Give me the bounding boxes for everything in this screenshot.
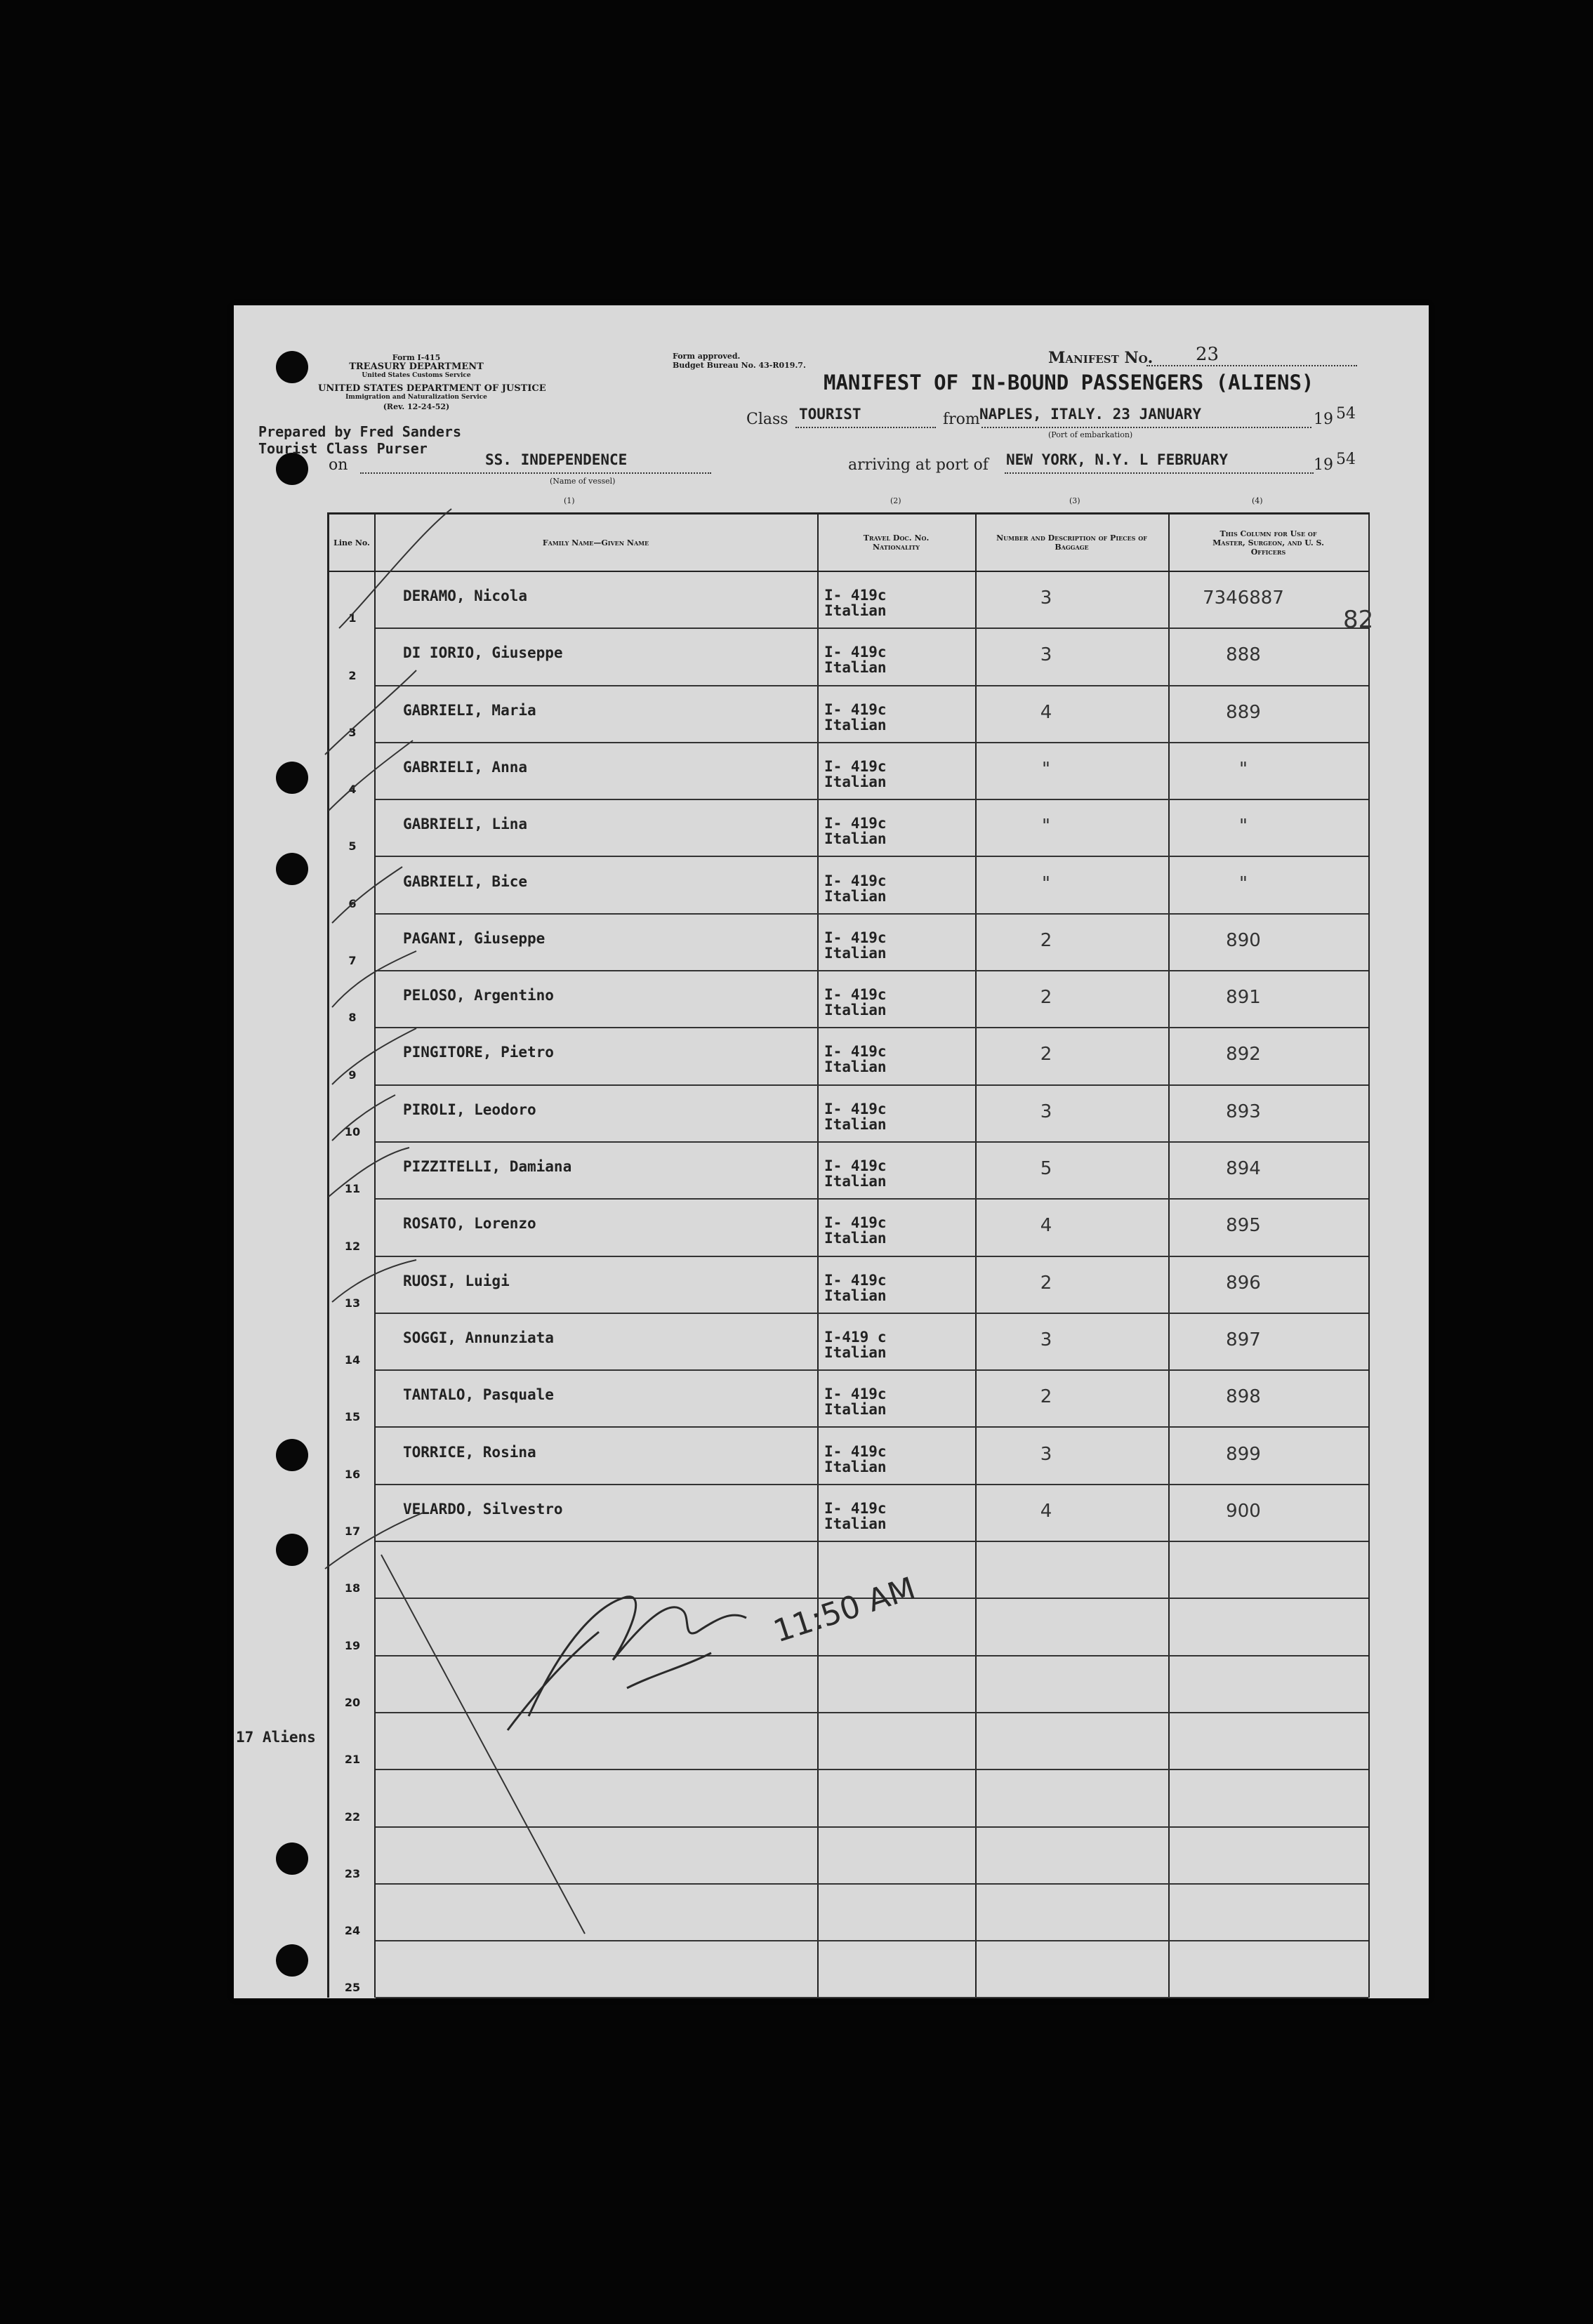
line-number: 6 xyxy=(348,896,357,910)
signature-time: 11:50 AM xyxy=(769,1570,920,1650)
baggage-count: 3 xyxy=(1040,1329,1052,1350)
passenger-name: PELOSO, Argentino xyxy=(403,987,554,1004)
header-doc: Travel Doc. No. Nationality xyxy=(863,533,930,552)
from-value: NAPLES, ITALY. 23 JANUARY xyxy=(979,406,1202,423)
form-number: Form I-415 xyxy=(392,353,441,362)
col-num-3: (3) xyxy=(1069,496,1080,505)
check-mark xyxy=(329,1148,409,1197)
passenger-name: GABRIELI, Lina xyxy=(403,816,528,833)
officer-number: " xyxy=(1239,758,1248,780)
baggage-count: 4 xyxy=(1040,701,1052,723)
travel-doc-no: I- 419c xyxy=(824,1386,887,1403)
handwritten-signature xyxy=(234,305,1429,1998)
treasury-dept: TREASURY DEPARTMENT xyxy=(349,361,484,372)
arrival-value: NEW YORK, N.Y. L FEBRUARY xyxy=(1006,451,1229,468)
line-number: 10 xyxy=(344,1124,361,1138)
line-number: 4 xyxy=(348,783,357,797)
col-num-1: (1) xyxy=(564,496,575,505)
officer-number: " xyxy=(1239,816,1248,837)
passenger-name: RUOSI, Luigi xyxy=(403,1272,510,1289)
travel-doc-no: I- 419c xyxy=(824,815,887,832)
line-number: 15 xyxy=(344,1410,361,1424)
port-embark-note: (Port of embarkation) xyxy=(1048,430,1133,439)
officer-number: 891 xyxy=(1226,987,1261,1009)
budget-bureau: Budget Bureau No. 43-R019.7. xyxy=(673,361,806,370)
baggage-count: 2 xyxy=(1040,1272,1052,1294)
margin-number: 82 xyxy=(1343,606,1374,634)
nationality: Italian xyxy=(824,1230,887,1247)
nationality: Italian xyxy=(824,773,887,790)
passenger-name: DI IORIO, Giuseppe xyxy=(403,644,563,662)
nationality: Italian xyxy=(824,1173,887,1190)
line-number: 19 xyxy=(344,1638,361,1652)
travel-doc-no: I- 419c xyxy=(824,1271,887,1289)
prepared-by-name: Prepared by Fred Sanders xyxy=(258,423,461,440)
baggage-count: 2 xyxy=(1040,987,1052,1009)
baggage-count: " xyxy=(1042,872,1050,894)
arriving-label: arriving at port of xyxy=(848,456,989,474)
check-mark xyxy=(332,1260,416,1302)
officer-number: 896 xyxy=(1226,1272,1261,1294)
form-approved-text: Form approved. xyxy=(673,352,741,361)
nationality: Italian xyxy=(824,1287,887,1304)
travel-doc-no: I- 419c xyxy=(824,587,887,604)
line-number: 17 xyxy=(344,1525,361,1539)
from-label: from xyxy=(943,411,980,428)
customs-service: United States Customs Service xyxy=(362,372,471,379)
year-value-1: 54 xyxy=(1336,405,1356,423)
baggage-count: 3 xyxy=(1040,587,1052,609)
line-number: 24 xyxy=(344,1924,361,1938)
line-number: 9 xyxy=(348,1068,357,1082)
slash-line xyxy=(381,1555,585,1934)
officer-number: 892 xyxy=(1226,1044,1261,1065)
baggage-count: 4 xyxy=(1040,1215,1052,1237)
manifest-title: MANIFEST OF IN-BOUND PASSENGERS (ALIENS) xyxy=(824,371,1314,394)
officer-number: 900 xyxy=(1226,1500,1261,1522)
officer-number: 899 xyxy=(1226,1443,1261,1465)
check-mark xyxy=(332,951,416,1007)
line-number: 7 xyxy=(348,954,357,968)
line-number: 14 xyxy=(344,1353,361,1367)
baggage-count: 2 xyxy=(1040,1386,1052,1408)
baggage-count: 2 xyxy=(1040,929,1052,951)
travel-doc-no: I- 419c xyxy=(824,929,887,946)
nationality: Italian xyxy=(824,830,887,848)
year-prefix-1: 19 xyxy=(1314,411,1333,428)
baggage-count: 5 xyxy=(1040,1158,1052,1179)
check-mark xyxy=(332,867,402,923)
year-value-2: 54 xyxy=(1336,451,1356,468)
nationality: Italian xyxy=(824,1002,887,1019)
line-number: 13 xyxy=(344,1296,361,1310)
signature-scrawl xyxy=(508,1597,746,1730)
nationality: Italian xyxy=(824,887,887,905)
ins-service: Immigration and Naturalization Service xyxy=(345,394,487,401)
passenger-name: GABRIELI, Bice xyxy=(403,872,528,890)
header-baggage: Number and Description of Pieces of Baggage xyxy=(996,533,1147,552)
col-num-2: (2) xyxy=(890,496,901,505)
travel-doc-no: I- 419c xyxy=(824,700,887,718)
line-number: 8 xyxy=(348,1011,357,1025)
signature-stroke xyxy=(529,1597,746,1716)
travel-doc-no: I- 419c xyxy=(824,1043,887,1061)
justice-dept: UNITED STATES DEPARTMENT OF JUSTICE xyxy=(318,383,546,394)
nationality: Italian xyxy=(824,659,887,677)
nationality: Italian xyxy=(824,944,887,962)
class-value: TOURIST xyxy=(799,406,861,423)
manifest-page xyxy=(234,305,1429,1998)
officer-number: 897 xyxy=(1226,1329,1261,1350)
check-marks xyxy=(325,509,585,1934)
aliens-count: 17 Aliens xyxy=(236,1729,316,1746)
passenger-name: PIROLI, Leodoro xyxy=(403,1101,536,1118)
vessel-note: (Name of vessel) xyxy=(550,477,616,486)
line-number: 23 xyxy=(344,1866,361,1880)
manifest-no-value: 23 xyxy=(1196,344,1219,365)
check-mark xyxy=(325,670,416,755)
vessel-value: SS. INDEPENDENCE xyxy=(485,451,628,468)
line-number: 12 xyxy=(344,1239,361,1253)
nationality: Italian xyxy=(824,716,887,733)
line-number: 25 xyxy=(344,1981,361,1995)
passenger-name: GABRIELI, Anna xyxy=(403,758,528,776)
check-mark xyxy=(339,509,451,628)
travel-doc-no: I- 419c xyxy=(824,1499,887,1517)
officer-number: 888 xyxy=(1226,644,1261,666)
officer-number: 898 xyxy=(1226,1386,1261,1408)
header-officers: This Column for Use of Master, Surgeon, and U. S. Officers xyxy=(1212,529,1324,557)
passenger-name: PIZZITELLI, Damiana xyxy=(403,1158,572,1175)
line-number: 22 xyxy=(344,1810,361,1824)
header-name: Family Name—Given Name xyxy=(542,538,649,547)
check-mark xyxy=(325,1513,423,1569)
passenger-name: PAGANI, Giuseppe xyxy=(403,929,546,947)
officer-number: " xyxy=(1239,872,1248,894)
baggage-count: " xyxy=(1042,816,1050,837)
baggage-count: " xyxy=(1042,758,1050,780)
col-num-4: (4) xyxy=(1252,496,1263,505)
signature-stroke xyxy=(508,1632,599,1730)
revision: (Rev. 12-24-52) xyxy=(383,402,450,411)
passenger-name: TORRICE, Rosina xyxy=(403,1443,536,1461)
nationality: Italian xyxy=(824,1115,887,1133)
nationality: Italian xyxy=(824,1058,887,1076)
nationality: Italian xyxy=(824,1458,887,1475)
line-number: 2 xyxy=(348,668,357,682)
check-mark xyxy=(329,741,413,811)
officer-number: 7346887 xyxy=(1203,587,1284,609)
passenger-name: DERAMO, Nicola xyxy=(403,587,528,604)
line-number: 5 xyxy=(348,839,357,854)
passenger-name: TANTALO, Pasquale xyxy=(403,1386,554,1404)
line-number: 11 xyxy=(344,1182,361,1196)
year-prefix-2: 19 xyxy=(1314,456,1333,474)
travel-doc-no: I- 419c xyxy=(824,872,887,889)
officer-number: 894 xyxy=(1226,1158,1261,1179)
nationality: Italian xyxy=(824,1401,887,1419)
travel-doc-no: I- 419c xyxy=(824,1214,887,1232)
nationality: Italian xyxy=(824,602,887,619)
line-number: 3 xyxy=(348,725,357,739)
travel-doc-no: I- 419c xyxy=(824,757,887,775)
passenger-name: PINGITORE, Pietro xyxy=(403,1044,554,1061)
header-line-no: Line No. xyxy=(333,538,370,547)
travel-doc-no: I- 419c xyxy=(824,1100,887,1117)
officer-number: 890 xyxy=(1226,929,1261,951)
on-label: on xyxy=(329,456,348,474)
baggage-count: 2 xyxy=(1040,1044,1052,1065)
line-number: 21 xyxy=(344,1753,361,1767)
line-number: 20 xyxy=(344,1695,361,1709)
baggage-count: 4 xyxy=(1040,1500,1052,1522)
check-mark xyxy=(332,1095,395,1141)
baggage-count: 3 xyxy=(1040,1101,1052,1122)
passenger-name: SOGGI, Annunziata xyxy=(403,1329,554,1346)
officer-number: 893 xyxy=(1226,1101,1261,1122)
passenger-name: VELARDO, Silvestro xyxy=(403,1500,563,1518)
nationality: Italian xyxy=(824,1515,887,1532)
baggage-count: 3 xyxy=(1040,644,1052,666)
line-number: 18 xyxy=(344,1581,361,1595)
line-number: 1 xyxy=(348,611,357,625)
manifest-no-label: Manifest No. xyxy=(1048,349,1154,367)
prepared-by-title: Tourist Class Purser xyxy=(258,440,428,457)
travel-doc-no: I- 419c xyxy=(824,644,887,661)
passenger-name: ROSATO, Lorenzo xyxy=(403,1215,536,1233)
travel-doc-no: I-419 c xyxy=(824,1328,887,1346)
passenger-name: GABRIELI, Maria xyxy=(403,701,536,719)
travel-doc-no: I- 419c xyxy=(824,1442,887,1460)
signature-stroke xyxy=(627,1653,711,1688)
travel-doc-no: I- 419c xyxy=(824,1157,887,1174)
travel-doc-no: I- 419c xyxy=(824,986,887,1004)
officer-number: 889 xyxy=(1226,701,1261,723)
line-number: 16 xyxy=(344,1467,361,1481)
baggage-count: 3 xyxy=(1040,1443,1052,1465)
class-label: Class xyxy=(746,411,788,428)
check-mark xyxy=(332,1028,416,1084)
officer-number: 895 xyxy=(1226,1215,1261,1237)
nationality: Italian xyxy=(824,1343,887,1361)
